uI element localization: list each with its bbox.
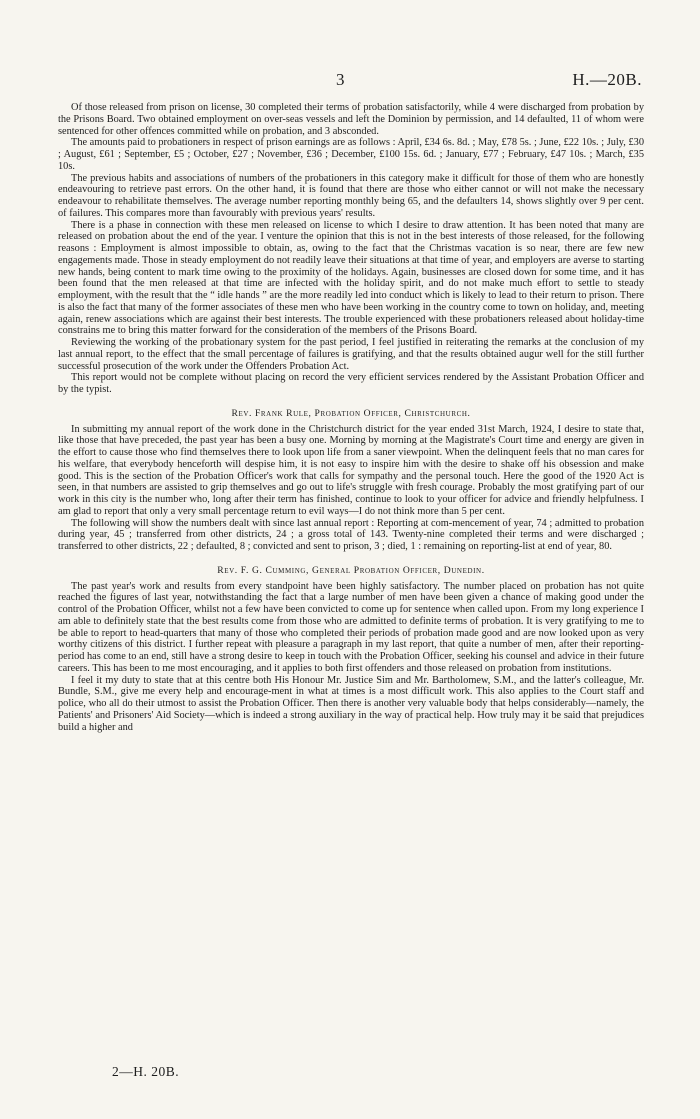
paragraph: The following will show the numbers dealt with since last annual report : Reporting at com-mencement of year, 74 ; admitted to probation during year, 45 ; transferred from other districts, 24 ; a gross total of 143. Twenty-nine completed their terms and were discharged ; transferred to other districts, 22 ; defaulted, 8 ; convicted and sent to prison, 3 ; died, 1 : remaining on reporting-list at end of year, 80.: [58, 517, 644, 552]
section-heading-christchurch: Rev. Frank Rule, Probation Officer, Christchurch.: [231, 407, 471, 419]
paragraph: Reviewing the working of the probationary system for the past period, I feel justified in reiterating the remarks at the conclusion of my last annual report, to the effect that the small percentage of failures is gratifying, and that the results obtained augur well for the still further successful prosecution of the work under the Offenders Probation Act.: [58, 337, 644, 372]
paragraph: Of those released from prison on license, 30 completed their terms of probation satisfactorily, while 4 were discharged from probation by the Prisons Board. Two obtained employment on over-seas vessels and left the Dominion by permission, and 14 defaulted, 11 of whom were sentenced for other offences committed while on probation, and 3 absconded.: [58, 102, 644, 137]
section-license-release: [58, 102, 644, 396]
paragraph: The previous habits and associations of numbers of the probationers in this category make it difficult for those of them who are honestly endeavouring to retrieve past errors. On the other hand, it is found that there are those who either cannot or will not make the necessary endeavour to rehabilitate themselves. The average number reporting monthly being 65, and the defaulters 14, shows slightly over 9 per cent. of failures. This compares more than favourably with previous years' results.: [58, 172, 644, 219]
page-number: 3: [336, 70, 345, 89]
section-heading-dunedin: Rev. F. G. Cumming, General Probation Officer, Dunedin.: [217, 564, 485, 576]
page-header: [58, 70, 644, 102]
paragraph: I feel it my duty to state that at this centre both His Honour Mr. Justice Sim and Mr. Bartholomew, S.M., and the latter's colleague, Mr. Bundle, S.M., give me every help and encourage-ment in what at times is a most difficult work. This also applies to the Court staff and police, who all do their utmost to assist the Probation Officer. Then there is another very valuable body that helps considerably—namely, the Patients' and Prisoners' Aid Society—which is indeed a strong auxiliary in the way of practical help. How truly may it be said that prejudices build a higher and: [58, 674, 644, 733]
page-signature: 2—H. 20B.: [112, 1064, 180, 1079]
section-dunedin: [58, 565, 644, 734]
document-body: [58, 102, 644, 733]
paragraph: In submitting my annual report of the work done in the Christchurch district for the year ended 31st March, 1924, I desire to state that, like those that have preceded, the past year has been a busy one. Morning by morning at the Magistrate's Court time and energy are given in the effort to cause those who find themselves there to look upon life from a saner viewpoint. When the delinquent feels that no man cares for his welfare, that everybody henceforth will despise him, it is not easy to inspire him with the desire to shake off his obsession and make good. This is the section of the Probation Officer's work that calls for sympathy and the personal touch. Here the good of the 1920 Act is seen, in that numbers are assisted to grip themselves and go out to life's struggle with fresh courage. Probably the most gratifying part of our work in this city is the number who, long after their term has finished, continue to look to your officer for advice and friendly helpfulness. I am glad to report that only a very small percentage return to evil ways—I do not think more than 5 per cent.: [58, 423, 644, 517]
section-christchurch: [58, 408, 644, 553]
paragraph: The past year's work and results from every standpoint have been highly satisfactory. The number placed on probation has not quite reached the figures of last year, notwithstanding the fact that a large number of men have been given a chance of making good under the control of the Probation Officer, whilst not a few have been convicted to come up for sentence when called upon. From my long experience I am able to definitely state that the best results come from those who are admitted to definite terms of probation. It is very gratifying to me to be able to report to head-quarters that many of those who completed their periods of probation made good and are now looked upon as very worthy citizens of this district. I further repeat with pleasure a paragraph in my last report, that quite a number of men, after their reporting-period has come to an end, still have a strong desire to keep in touch with the Probation Officer, seeking his counsel and advice in their future careers. This has been to me most encouraging, and it applies to both first offenders and those released on probation from institutions.: [58, 580, 644, 674]
paragraph: There is a phase in connection with these men released on license to which I desire to draw attention. It has been noted that many are released on probation about the end of the year. I venture the opinion that this is not in the best interests of those released, for the following reasons : Employment is almost impossible to obtain, as, owing to the fact that the Christmas vacation is so near, there are few new engagements made. Those in steady employment do not readily leave their situations at that time of year, and employers are averse to starting new hands, being content to mark time owing to the proximity of the holidays. Again, businesses are closed down for some time, and it has been found that the men released at that time are infected with the holiday spirit, and do not make much effort to settle to steady employment, with the result that the “ idle hands ” are the more readily led into conduct which is likely to lead to their return to prison. There is also the fact that many of the former associates of these men who have been working in the country come to town on holiday, and, meeting again, renew associations which are against their best interests. The trouble experienced with these probationers released about holiday-time constrains me to bring this matter forward for the consideration of the members of the Prisons Board.: [58, 219, 644, 337]
paragraph: This report would not be complete without placing on record the very efficient services rendered by the Assistant Probation Officer and by the typist.: [58, 372, 644, 395]
paragraph: The amounts paid to probationers in respect of prison earnings are as follows : April, £34 6s. 8d. ; May, £78 5s. ; June, £22 10s. ; July, £30 ; August, £61 ; September, £5 ; October, £27 ; November, £36 ; December, £100 15s. 6d. ; January, £77 ; February, £47 10s. ; March, £35 10s.: [58, 137, 644, 172]
document-reference: H.—20B.: [572, 70, 642, 89]
